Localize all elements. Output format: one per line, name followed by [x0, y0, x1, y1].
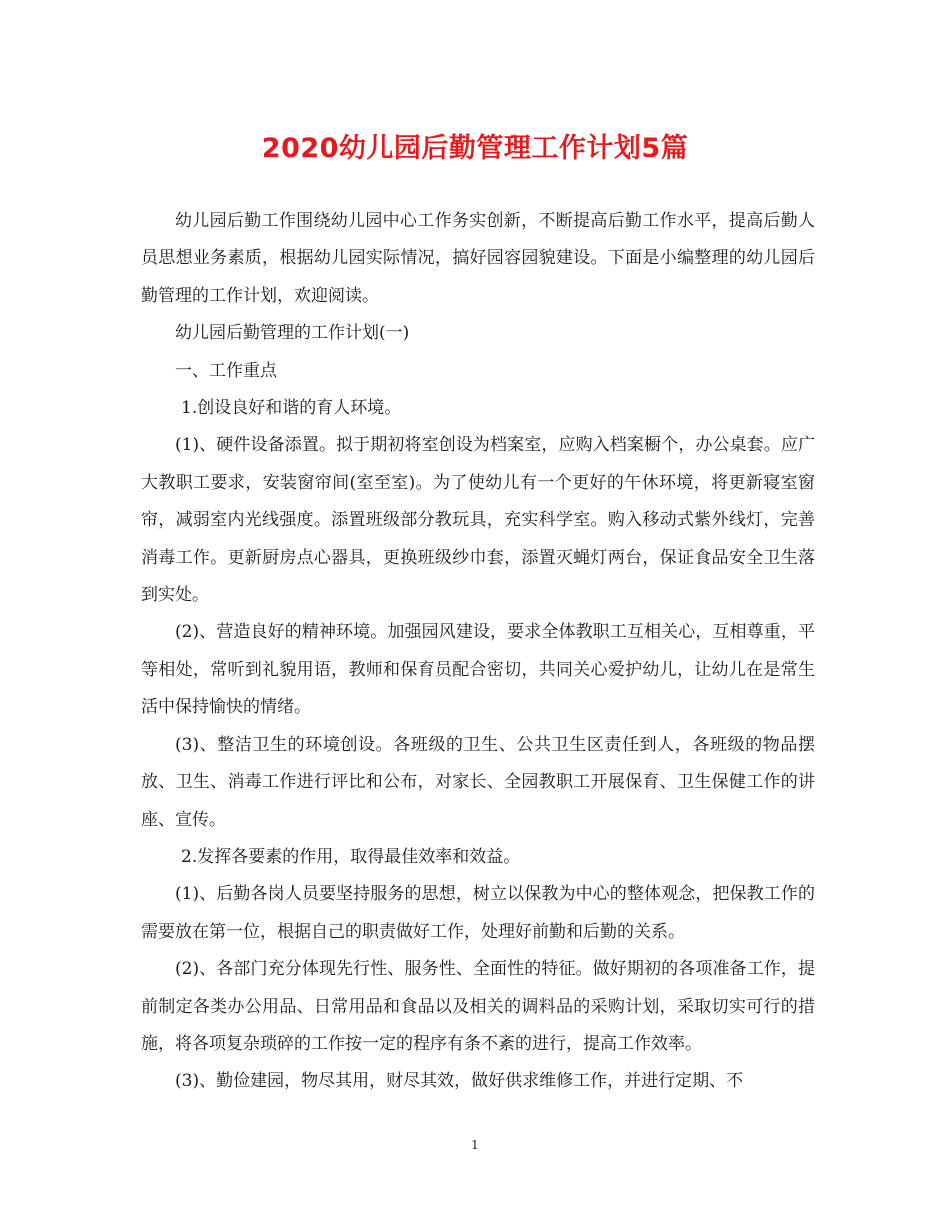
subsection-heading: 一、工作重点 — [175, 360, 277, 381]
body-paragraph: (3)、整洁卫生的环境创设。各班级的卫生、公共卫生区责任到人，各班级的物品摆放、卫生、消毒工作进行评比和公布，对家长、全园教职工开展保育、卫生保健工作的讲座、宣传。 — [141, 734, 815, 830]
document-title: 2020幼儿园后勤管理工作计划5篇 — [261, 133, 689, 164]
body-paragraph: (3)、勤俭建园，物尽其用，财尽其效，做好供求维修工作，并进行定期、不 — [175, 1071, 744, 1092]
section-heading: 幼儿园后勤管理的工作计划(一) — [175, 323, 410, 344]
document-body — [141, 203, 815, 1101]
page-number: 1 — [471, 1138, 479, 1152]
item-heading: 1.创设良好和谐的育人环境。 — [181, 398, 402, 419]
body-paragraph: (2)、各部门充分体现先行性、服务性、全面性的特征。做好期初的各项准备工作，提前制定各类办公用品、日常用品和食品以及相关的调料品的采购计划，采取切实可行的措施，将各项复杂琐碎的工作按一定的程序有条不紊的进行，提高工作效率。 — [141, 959, 815, 1054]
body-paragraph: (1)、硬件设备添置。拟于期初将室创设为档案室，应购入档案橱个，办公桌套。应广大教职工要求，安装窗帘间(室至室)。为了使幼儿有一个更好的午休环境，将更新寝室窗帘，减弱室内光线强度。添置班级部分教玩具，充实科学室。购入移动式紫外线灯，完善消毒工作。更新厨房点心器具，更换班级纱巾套，添置灭蝇灯两台，保证食品安全卫生落到实处。 — [141, 435, 815, 606]
intro-paragraph: 幼儿园后勤工作围绕幼儿园中心工作务实创新，不断提高后勤工作水平，提高后勤人员思想业务素质，根据幼儿园实际情况，搞好园容园貌建设。下面是小编整理的幼儿园后勤管理的工作计划，欢迎阅读。 — [141, 211, 815, 306]
body-paragraph: (1)、后勤各岗人员要坚持服务的思想，树立以保教为中心的整体观念，把保教工作的需要放在第一位，根据自己的职责做好工作，处理好前勤和后勤的关系。 — [141, 884, 815, 942]
item-heading: 2.发挥各要素的作用，取得最佳效率和效益。 — [181, 846, 521, 867]
body-paragraph: (2)、营造良好的精神环境。加强园风建设，要求全体教职工互相关心，互相尊重，平等相处，常听到礼貌用语，教师和保育员配合密切，共同关心爱护幼儿，让幼儿在是常生活中保持愉快的情绪。 — [141, 622, 815, 718]
